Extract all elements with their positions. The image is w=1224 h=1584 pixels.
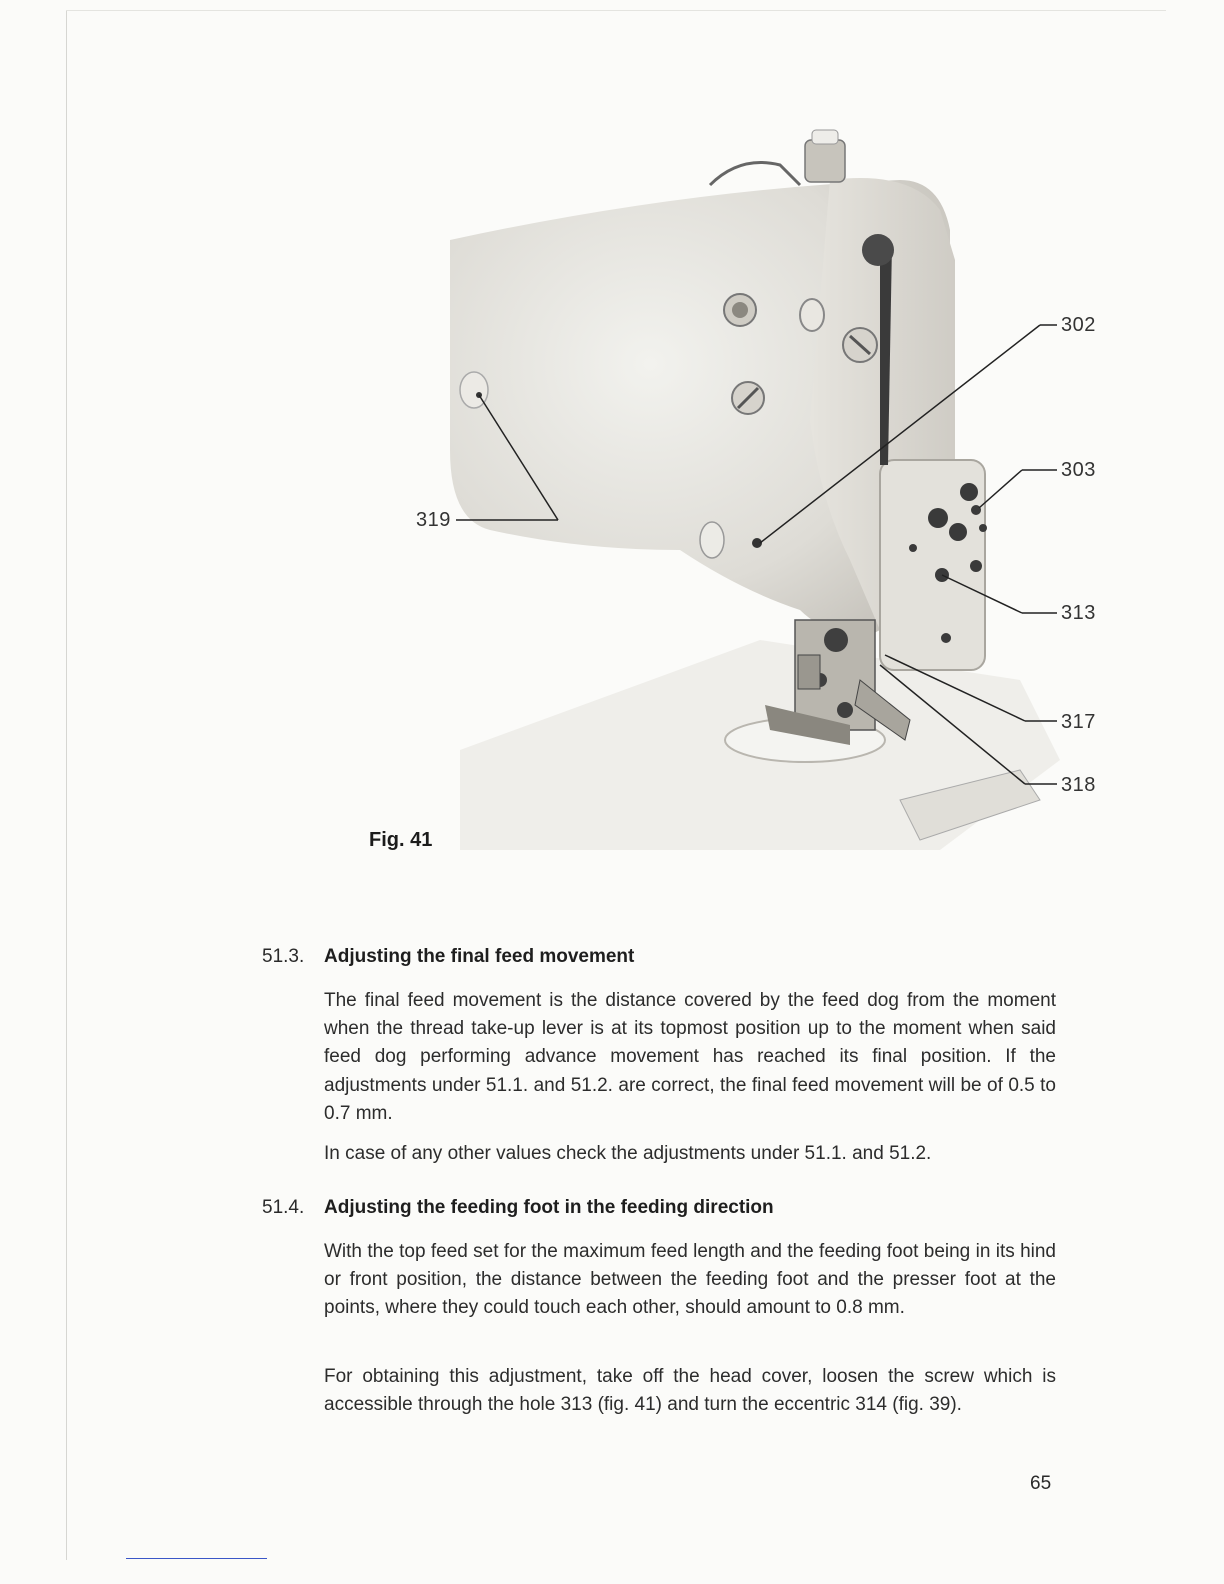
callout-319: 319: [416, 509, 451, 531]
paragraph: The final feed movement is the distance covered by the feed dog from the moment when the thread take-up lever is at its topmost position up to the moment when said feed dog performing advance movement has reached its final position. If the adjustments under 51.1. and 51.2. are correct, the final feed movement will be of 0.5 to 0.7 mm.: [324, 990, 1056, 1124]
callout-302: 302: [1061, 314, 1096, 336]
section-title: Adjusting the feeding foot in the feeding direction: [324, 1197, 774, 1218]
figure-caption: Fig. 41: [369, 829, 433, 851]
section-number: 51.3.: [262, 946, 305, 967]
page-top-edge: [66, 10, 1166, 11]
footer-link-line: [126, 1558, 267, 1559]
section-title: Adjusting the final feed movement: [324, 946, 635, 967]
sewing-machine-figure: [380, 120, 1120, 860]
paragraph: With the top feed set for the maximum feed length and the feeding foot being in its hind or front position, the distance between the feeding foot and the presser foot at the points, where they could touch each other, should amount to 0.8 mm.: [324, 1241, 1056, 1319]
paragraph: For obtaining this adjustment, take off the head cover, loosen the screw which is accessible through the hole 313 (fig. 41) and turn the eccentric 314 (fig. 39).: [324, 1366, 1056, 1416]
callout-303: 303: [1061, 459, 1096, 481]
section-number: 51.4.: [262, 1197, 305, 1218]
callout-313: 313: [1061, 602, 1096, 624]
callout-317: 317: [1061, 711, 1096, 733]
page-left-edge: [66, 10, 67, 1560]
page-number: 65: [1030, 1473, 1052, 1494]
callout-318: 318: [1061, 774, 1096, 796]
paragraph: In case of any other values check the adjustments under 51.1. and 51.2.: [324, 1143, 932, 1164]
